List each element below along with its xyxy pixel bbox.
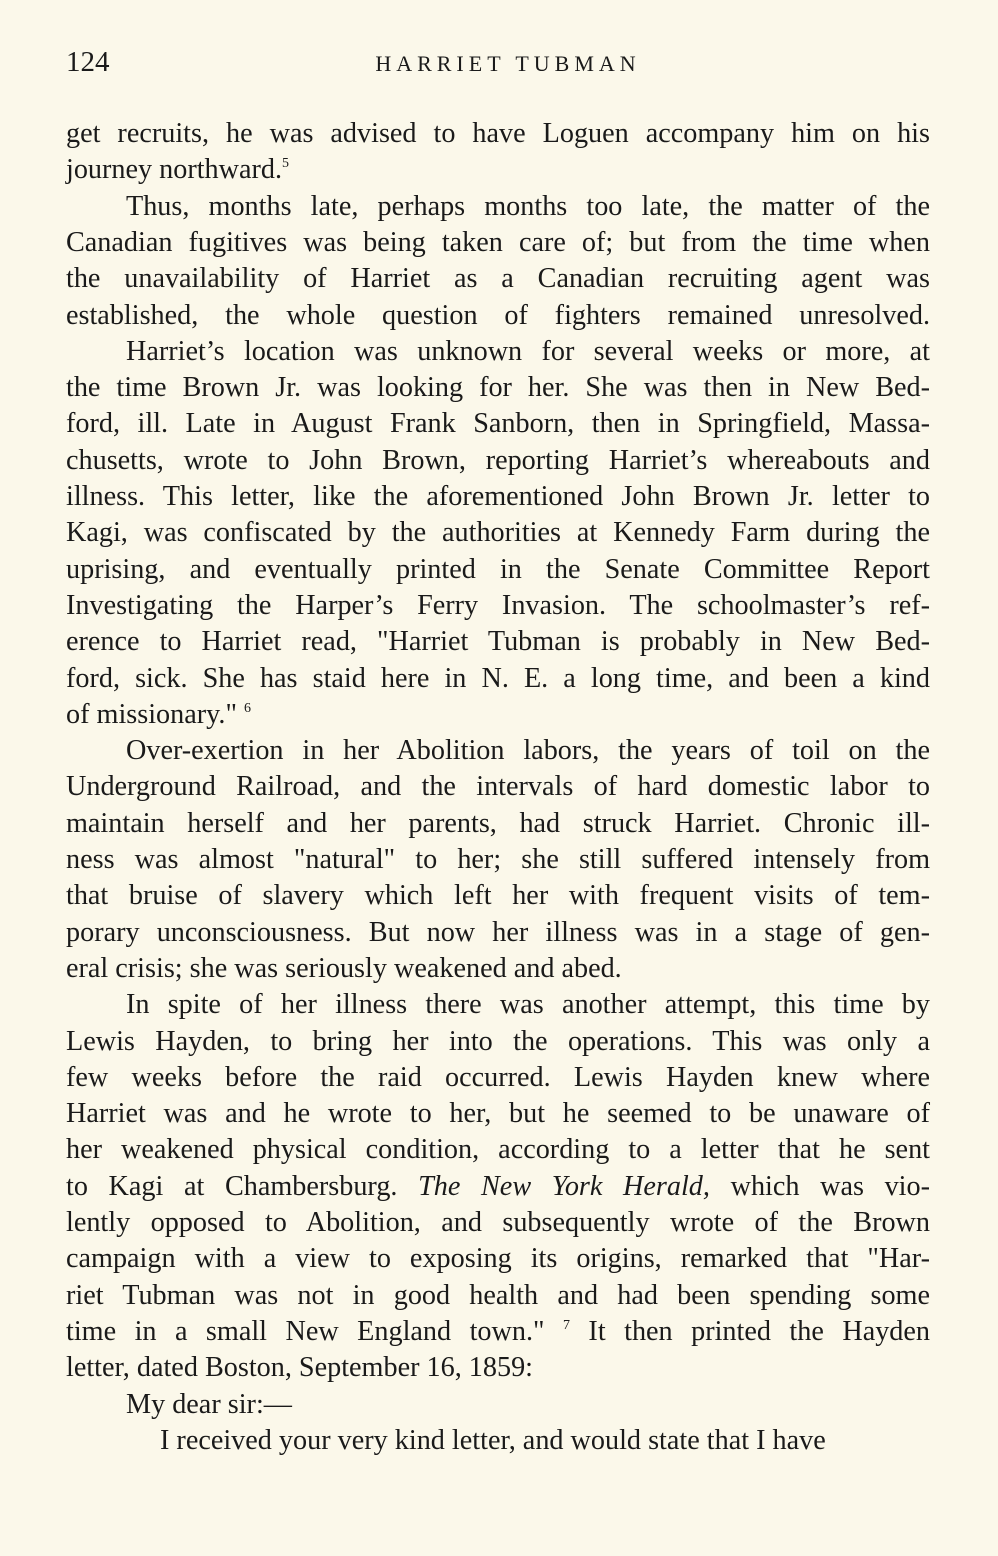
text-run: which was vio- xyxy=(709,1170,930,1202)
text-run: the time Brown Jr. was looking for her. She was then in New Bed- xyxy=(66,372,930,404)
letter-line xyxy=(160,1423,930,1459)
text-run: Kagi, was confiscated by the authorities at Kennedy Farm during the xyxy=(66,517,930,549)
text-line xyxy=(66,225,930,261)
text-run: Lewis Hayden, to bring her into the operations. This was only a xyxy=(66,1025,930,1057)
text-run: I received your very kind letter, and would state that I have xyxy=(160,1424,826,1456)
footnote-marker: 6 xyxy=(244,700,252,716)
text-line xyxy=(66,661,930,697)
text-line xyxy=(66,1096,930,1132)
text-run: eral crisis; she was seriously weakened and abed. xyxy=(66,952,622,984)
text-line xyxy=(66,1241,930,1277)
text-line xyxy=(66,1169,930,1205)
text-run: ness was almost "natural" to her; she still suffered intensely from xyxy=(66,844,930,875)
text-line xyxy=(66,1314,930,1350)
text-line xyxy=(66,515,930,551)
text-run: riet Tubman was not in good health and had been spending some xyxy=(66,1279,930,1311)
text-line xyxy=(66,624,930,660)
text-line xyxy=(126,334,930,370)
text-run: journey northward. xyxy=(66,154,283,186)
text-line xyxy=(66,1350,930,1386)
text-line xyxy=(66,152,930,188)
text-run: erence to Harriet read, "Harriet Tubman is probably in New Bed- xyxy=(66,626,930,658)
text-line xyxy=(126,733,930,769)
text-run: few weeks before the raid occurred. Lewis Hayden knew where xyxy=(66,1061,930,1093)
text-run: Thus, months late, perhaps months too late, the matter of the xyxy=(126,190,930,222)
text-run: Underground Railroad, and the intervals of hard domestic labor to xyxy=(66,771,930,803)
page-number: 124 xyxy=(66,46,110,78)
text-run: ford, ill. Late in August Frank Sanborn, then in Springfield, Massa- xyxy=(66,408,930,440)
text-line xyxy=(66,915,930,951)
text-run: uprising, and eventually printed in the Senate Committee Report xyxy=(66,553,930,585)
text-run: get recruits, he was advised to have Loguen accompany him on his xyxy=(66,118,930,149)
text-run: illness. This letter, like the aforementioned John Brown Jr. letter to xyxy=(66,481,930,512)
text-run: lently opposed to Abolition, and subsequently wrote of the Brown xyxy=(66,1207,930,1238)
text-run: chusetts, wrote to John Brown, reporting Harriet’s whereabouts and xyxy=(66,444,930,476)
text-run: campaign with a view to exposing its origins, remarked that "Har- xyxy=(66,1243,930,1275)
footnote-marker: 7 xyxy=(562,1317,570,1333)
text-line xyxy=(126,189,930,225)
text-run: of missionary." xyxy=(66,698,245,730)
text-line xyxy=(66,769,930,805)
text-run: time in a small New England town." xyxy=(66,1315,563,1347)
text-run: ford, sick. She has staid here in N. E. a long time, and been a kind xyxy=(66,662,930,694)
text-line xyxy=(66,552,930,588)
text-run: established, the whole question of fighters remained unresolved. xyxy=(66,299,930,331)
text-run: Canadian fugitives was being taken care of; but from the time when xyxy=(66,226,930,258)
text-run: to Kagi at Chambersburg. xyxy=(66,1170,419,1202)
text-run: Harriet’s location was unknown for several weeks or more, at xyxy=(126,335,930,367)
text-run: the unavailability of Harriet as a Canadian recruiting agent was xyxy=(66,263,930,295)
footnote-marker: 5 xyxy=(282,156,290,172)
text-run: Over-exertion in her Abolition labors, the years of toil on the xyxy=(126,735,930,767)
text-run: Investigating the Harper’s Ferry Invasion. The schoolmaster’s ref- xyxy=(66,589,930,621)
running-title: HARRIET TUBMAN xyxy=(375,51,641,76)
text-line xyxy=(66,842,930,878)
text-run: letter, dated Boston, September 16, 1859: xyxy=(66,1352,534,1384)
text-line xyxy=(66,878,930,914)
text-run: In spite of her illness there was another attempt, this time by xyxy=(126,989,930,1021)
text-line xyxy=(66,370,930,406)
text-line xyxy=(66,588,930,624)
text-run: her weakened physical condition, according to a letter that he sent xyxy=(66,1134,930,1166)
text-line xyxy=(66,443,930,479)
text-run: maintain herself and her parents, had struck Harriet. Chronic ill- xyxy=(66,807,930,839)
text-line xyxy=(66,116,930,152)
text-line xyxy=(66,479,930,515)
text-line xyxy=(66,806,930,842)
text-line xyxy=(66,406,930,442)
text-run: porary unconsciousness. But now her illness was in a stage of gen- xyxy=(66,916,930,948)
text-line xyxy=(126,987,930,1023)
text-run: My dear sir:— xyxy=(126,1388,292,1420)
text-run: that bruise of slavery which left her with frequent visits of tem- xyxy=(66,880,930,912)
text-line xyxy=(66,697,930,733)
letter-line xyxy=(126,1387,930,1423)
text-run: It then printed the Hayden xyxy=(569,1315,930,1347)
text-line xyxy=(66,1278,930,1314)
text-line xyxy=(66,1024,930,1060)
text-line xyxy=(66,298,930,334)
text-line xyxy=(66,1060,930,1096)
text-line xyxy=(66,1132,930,1168)
italic-title: The New York Herald, xyxy=(418,1170,710,1202)
text-line xyxy=(66,261,930,297)
text-run: Harriet was and he wrote to her, but he seemed to be unaware of xyxy=(66,1098,930,1130)
text-line xyxy=(66,1205,930,1241)
text-line xyxy=(66,951,930,987)
